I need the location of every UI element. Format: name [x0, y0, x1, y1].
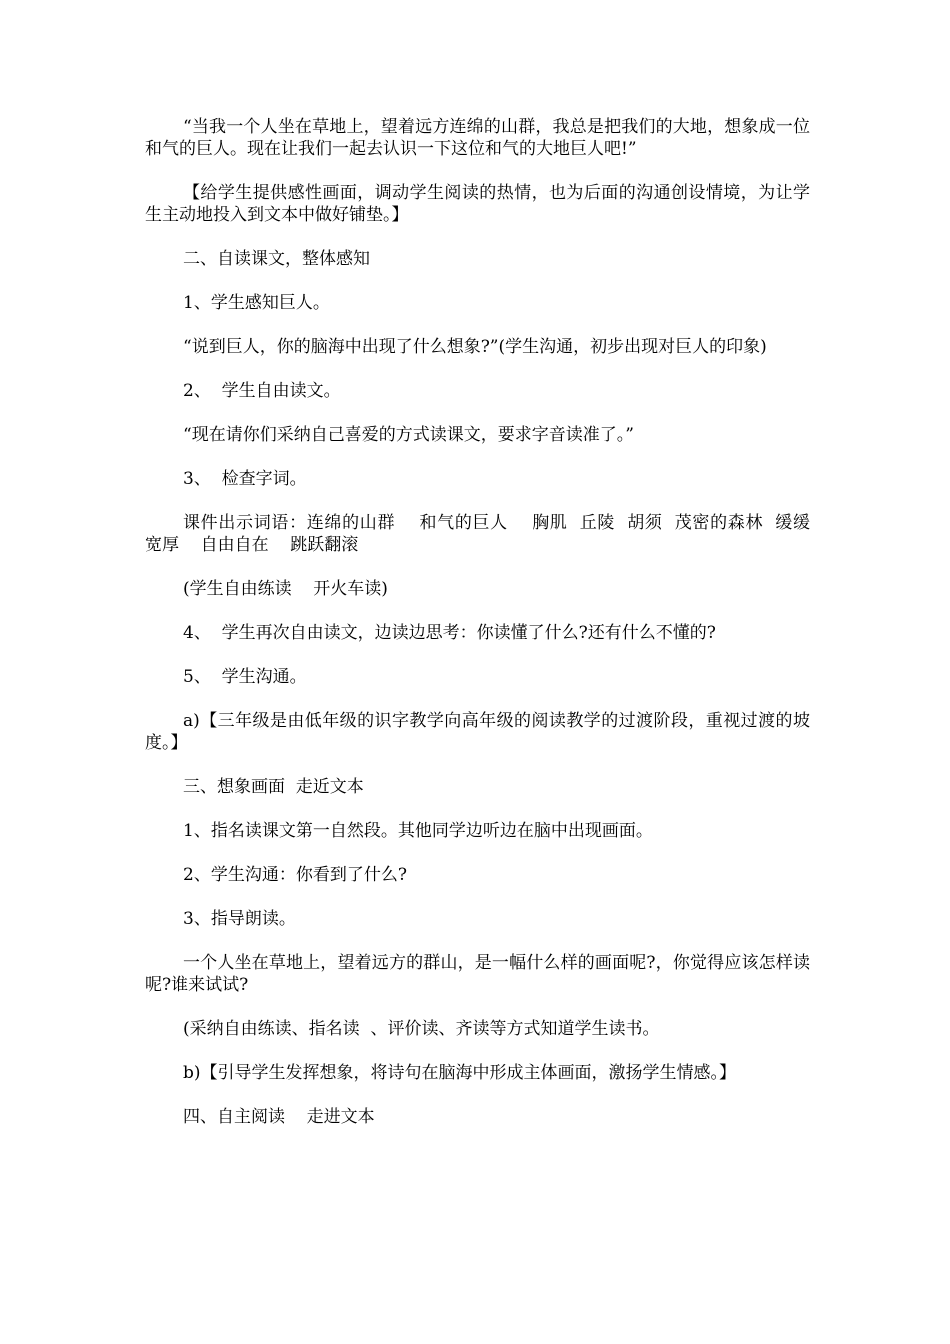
practice-note: (学生自由练读 开火车读)	[183, 579, 388, 599]
section-heading-2: 二、自读课文，整体感知	[183, 249, 370, 269]
section-3-step-3: 3、指导朗读。	[183, 909, 296, 929]
design-note-1: 【给学生提供感性画面，调动学生阅读的热情，也为后面的沟通创设情境，为让学生主动地投入到文本中做好铺垫。】	[145, 183, 810, 225]
step-4: 4、 学生再次自由读文，边读边思考：你读懂了什么?还有什么不懂的?	[183, 623, 716, 643]
design-note-b: b)【引导学生发挥想象，将诗句在脑海中形成主体画面，激扬学生情感。】	[183, 1063, 737, 1083]
vocabulary-list: 课件出示词语：连绵的山群 和气的巨人 胸肌 丘陵 胡须 茂密的森林 缓缓 宽厚 自由自在 跳跃翻滚	[145, 513, 832, 555]
step-3: 3、 检查字词。	[183, 469, 307, 489]
intro-quote: “当我一个人坐在草地上，望着远方连绵的山群，我总是把我们的大地，想象成一位和气的巨人。现在让我们一起去认识一下这位和气的大地巨人吧!”	[145, 117, 810, 159]
reading-prompt: 一个人坐在草地上，望着远方的群山，是一幅什么样的画面呢?，你觉得应该怎样读呢?谁来试试?	[145, 953, 810, 995]
step-2-detail: “现在请你们采纳自己喜爱的方式读课文，要求字音读准了。”	[183, 425, 634, 445]
step-5: 5、 学生沟通。	[183, 667, 307, 687]
section-heading-4: 四、自主阅读 走进文本	[183, 1107, 375, 1127]
section-3-step-2: 2、学生沟通：你看到了什么?	[183, 865, 407, 885]
step-1-detail: “说到巨人，你的脑海中出现了什么想象?”(学生沟通，初步出现对巨人的印象)	[183, 337, 767, 357]
section-3-step-1: 1、指名读课文第一自然段。其他同学边听边在脑中出现画面。	[183, 821, 653, 841]
section-heading-3: 三、想象画面 走近文本	[183, 777, 364, 797]
step-2: 2、 学生自由读文。	[183, 381, 341, 401]
design-note-a: a)【三年级是由低年级的识字教学向高年级的阅读教学的过渡阶段，重视过渡的坡度。】	[145, 711, 810, 753]
document-page	[145, 116, 832, 1150]
step-1: 1、学生感知巨人。	[183, 293, 330, 313]
reading-methods: (采纳自由练读、指名读 、评价读、齐读等方式知道学生读书。	[183, 1019, 660, 1039]
